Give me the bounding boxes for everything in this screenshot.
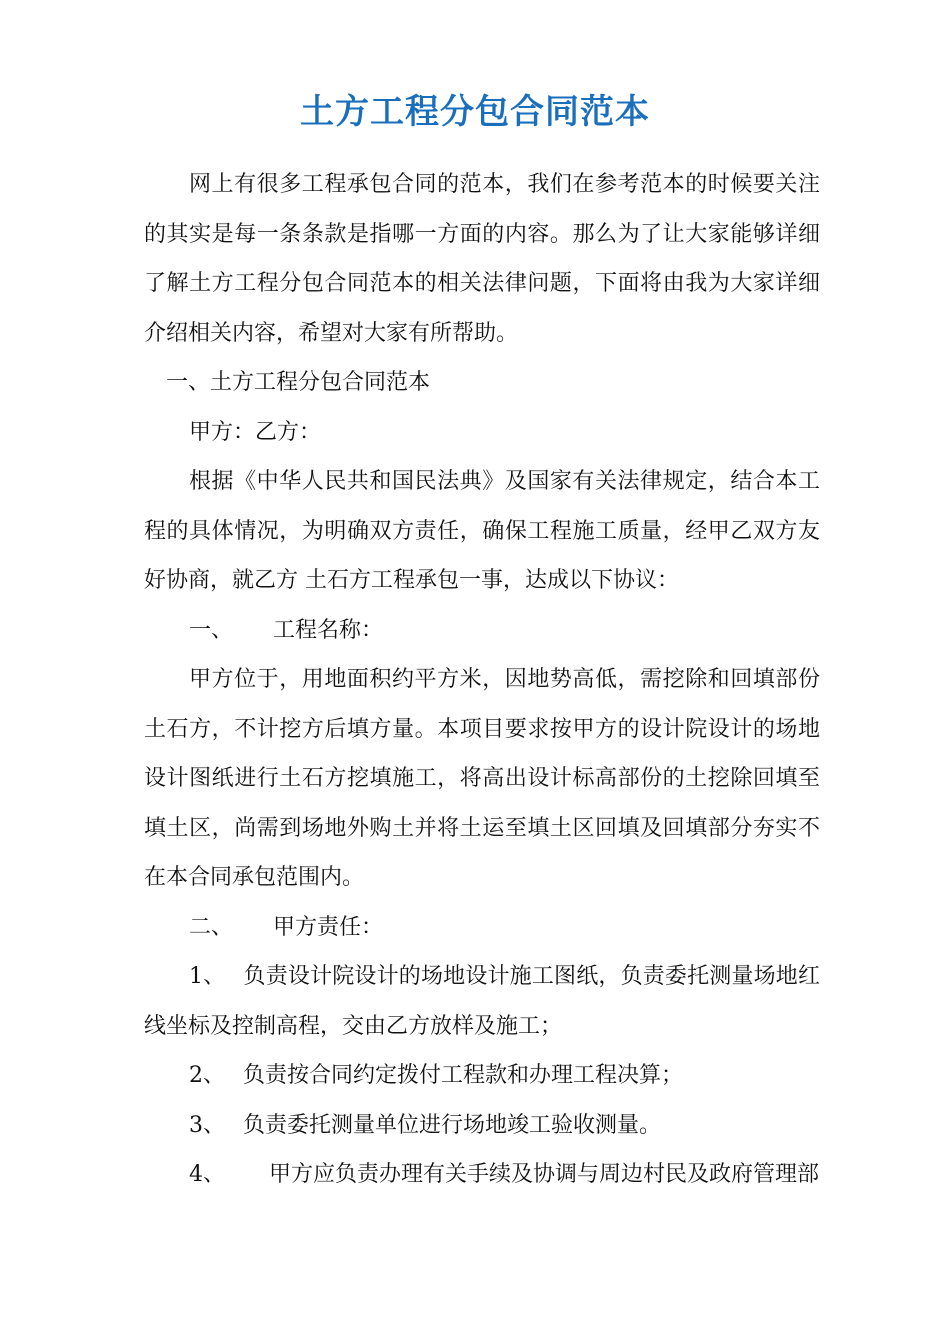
intro-paragraph: 网上有很多工程承包合同的范本，我们在参考范本的时候要关注的其实是每一条条款是指哪一方面的内容。那么为了让大家能够详细了解土方工程分包合同范本的相关法律问题，下面将由我为大家详细介绍相关内容，希望对大家有所帮助。 — [144, 172, 820, 346]
list-item-number: 3、 — [189, 1112, 225, 1138]
list-item-number: 1、 — [189, 964, 226, 989]
list-item-number: 4、 — [189, 1162, 225, 1187]
preamble-paragraph: 根据《中华人民共和国民法典》及国家有关法律规定，结合本工程的具体情况，为明确双方责任，确保工程施工质量，经甲乙双方友好协商，就乙方 土石方工程承包一事，达成以下协议： — [144, 469, 820, 593]
section-heading: 一、土方工程分包合同范本 — [166, 370, 431, 395]
article-1-title: 工程名称： — [273, 617, 384, 643]
article-1-body: 甲方位于，用地面积约平方米，因地势高低，需挖除和回填部份土石方，不计挖方后填方量。本项目要求按甲方的设计院设计的场地设计图纸进行土石方挖填施工，将高出设计标高部份的土挖除回填至填土区，尚需到场地外购土并将土运至填土区回填及回填部分夯实不在本合同承包范围内。 — [144, 667, 820, 890]
list-item-text: 负责设计院设计的场地设计施工图纸，负责委托测量场地红线坐标及控制高程，交由乙方放样及施工； — [144, 964, 820, 1039]
list-item-text: 负责委托测量单位进行场地竣工验收测量。 — [243, 1112, 662, 1138]
parties-line: 甲方：乙方： — [189, 419, 322, 445]
list-item — [144, 1101, 820, 1151]
article-2-number: 二、 — [189, 914, 234, 940]
list-item-text: 甲方应负责办理有关手续及协调与周边村民及政府管理部 — [269, 1162, 820, 1187]
list-item — [144, 1150, 820, 1200]
list-item-number: 2、 — [189, 1063, 225, 1088]
article-1-heading — [144, 606, 820, 656]
article-2-heading — [144, 903, 820, 953]
article-2-title: 甲方责任： — [273, 914, 384, 940]
article-1-number: 一、 — [189, 617, 234, 643]
list-item — [144, 1051, 820, 1101]
document-title: 土方工程分包合同范本 — [300, 92, 650, 132]
document-body — [144, 160, 820, 1200]
list-item-text: 负责按合同约定拨付工程款和办理工程决算； — [243, 1063, 684, 1088]
list-item — [144, 952, 820, 1051]
